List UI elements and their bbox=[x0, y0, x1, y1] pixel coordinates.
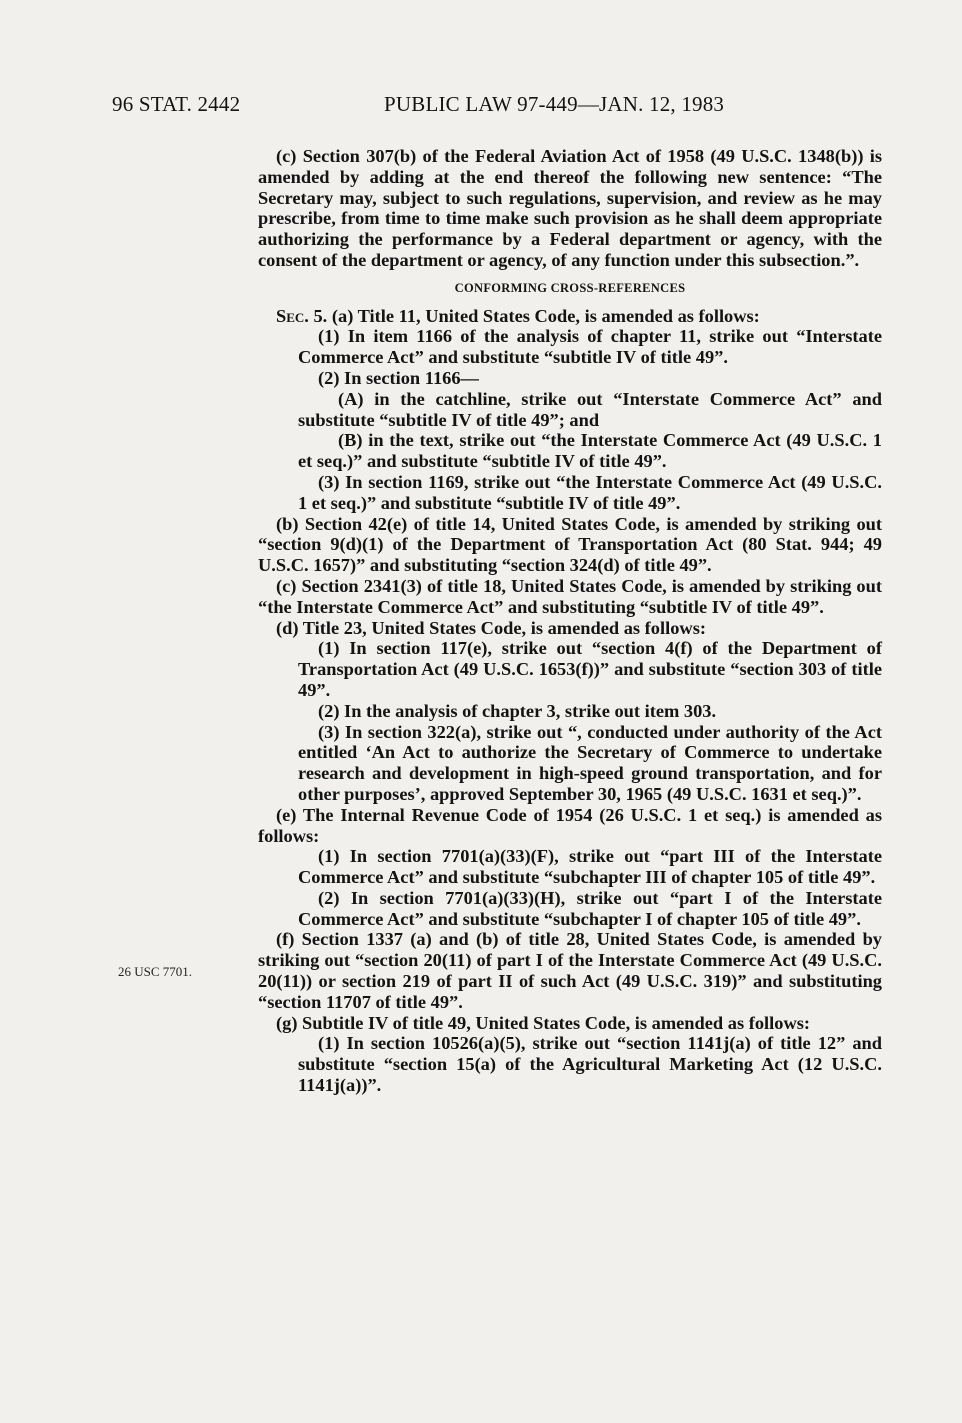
section-heading: CONFORMING CROSS-REFERENCES bbox=[454, 280, 686, 295]
paragraph-c-section-307: (c) Section 307(b) of the Federal Aviation Act of 1958 (49 U.S.C. 1348(b)) is amended by adding at the end thereof the following new sentence: “The Secretary may, subject to such regulations, supervision, and review as he may prescribe, from time to time make such provision as he shall deem appropriate authorizing the performance by a Federal department or agency, with the consent of the department or agency, of any function under this subsection.”. bbox=[258, 146, 882, 270]
paragraph-d1: (1) In section 117(e), strike out “section 4(f) of the Department of Transportation Act (49 U.S.C. 1653(f))” and substitute “section 303 of title 49”. bbox=[298, 638, 882, 700]
paragraph-b: (b) Section 42(e) of title 14, United States Code, is amended by striking out “section 9(d)(1) of the Department of Transportation Act (80 Stat. 944; 49 U.S.C. 1657)” and substituting “section 324(d) of title 49”. bbox=[258, 513, 882, 576]
paragraph-a1: (1) In item 1166 of the analysis of chapter 11, strike out “Interstate Commerce Act” and substitute “subtitle IV of title 49”. bbox=[298, 326, 882, 368]
paragraph-g1: (1) In section 10526(a)(5), strike out “section 1141j(a) of title 12” and substitute “section 15(a) of the Agricultural Marketing Act (12 U.S.C. 1141j(a))”. bbox=[298, 1033, 882, 1096]
paragraph-c: (c) Section 2341(3) of title 18, United States Code, is amended by striking out “the Interstate Commerce Act” and substituting “subtitle IV of title 49”. bbox=[258, 575, 882, 617]
paragraph-e1: (1) In section 7701(a)(33)(F), strike out “part III of the Interstate Commerce Act” and substitute “subchapter III of chapter 105 of title 49”. bbox=[298, 846, 882, 888]
paragraph-e: (e) The Internal Revenue Code of 1954 (26 U.S.C. 1 et seq.) is amended as follows: bbox=[258, 804, 882, 846]
paragraph-d3: (3) In section 322(a), strike out “, conducted under authority of the Act entitled ‘An Act to authorize the Secretary of Commerce to undertake research and development in high-speed ground transportation, and for other purposes’, approved September 30, 1965 (49 U.S.C. 1631 et seq.)”. bbox=[298, 721, 882, 804]
paragraph-a2-B: (B) in the text, strike out “the Interstate Commerce Act (49 U.S.C. 1 et seq.)” and substitute “subtitle IV of title 49”. bbox=[298, 430, 882, 472]
paragraph-d2: (2) In the analysis of chapter 3, strike out item 303. bbox=[318, 700, 717, 721]
statute-body bbox=[258, 146, 882, 1096]
paragraph-sec5-a bbox=[258, 306, 882, 327]
paragraph-f: (f) Section 1337 (a) and (b) of title 28, United States Code, is amended by striking out “section 20(11) of part I of the Interstate Commerce Act (49 U.S.C. 20(11)) or section 219 of part II of such Act (49 U.S.C. 319)” and substituting “section 11707 of title 49”. bbox=[258, 929, 882, 1012]
margin-note-usc-7701: 26 USC 7701. bbox=[118, 964, 193, 979]
paragraph-a3: (3) In section 1169, strike out “the Interstate Commerce Act (49 U.S.C. 1 et seq.)” and substitute “subtitle IV of title 49”. bbox=[298, 471, 882, 513]
section-label: Sec. 5. bbox=[276, 305, 328, 326]
page-stat-citation: 96 STAT. 2442 bbox=[112, 92, 241, 116]
paragraph-g: (g) Subtitle IV of title 49, United States Code, is amended as follows: bbox=[276, 1012, 811, 1033]
paragraph-a2-A: (A) in the catchline, strike out “Interstate Commerce Act” and substitute “subtitle IV of title 49”; and bbox=[298, 388, 882, 430]
page-law-title: PUBLIC LAW 97-449—JAN. 12, 1983 bbox=[384, 92, 725, 116]
sec5-a-text: (a) Title 11, United States Code, is amended as follows: bbox=[327, 305, 760, 326]
paragraph-e2: (2) In section 7701(a)(33)(H), strike out “part I of the Interstate Commerce Act” and substitute “subchapter I of chapter 105 of title 49”. bbox=[298, 887, 882, 929]
paragraph-d: (d) Title 23, United States Code, is amended as follows: bbox=[276, 617, 706, 638]
paragraph-a2: (2) In section 1166— bbox=[318, 367, 479, 388]
